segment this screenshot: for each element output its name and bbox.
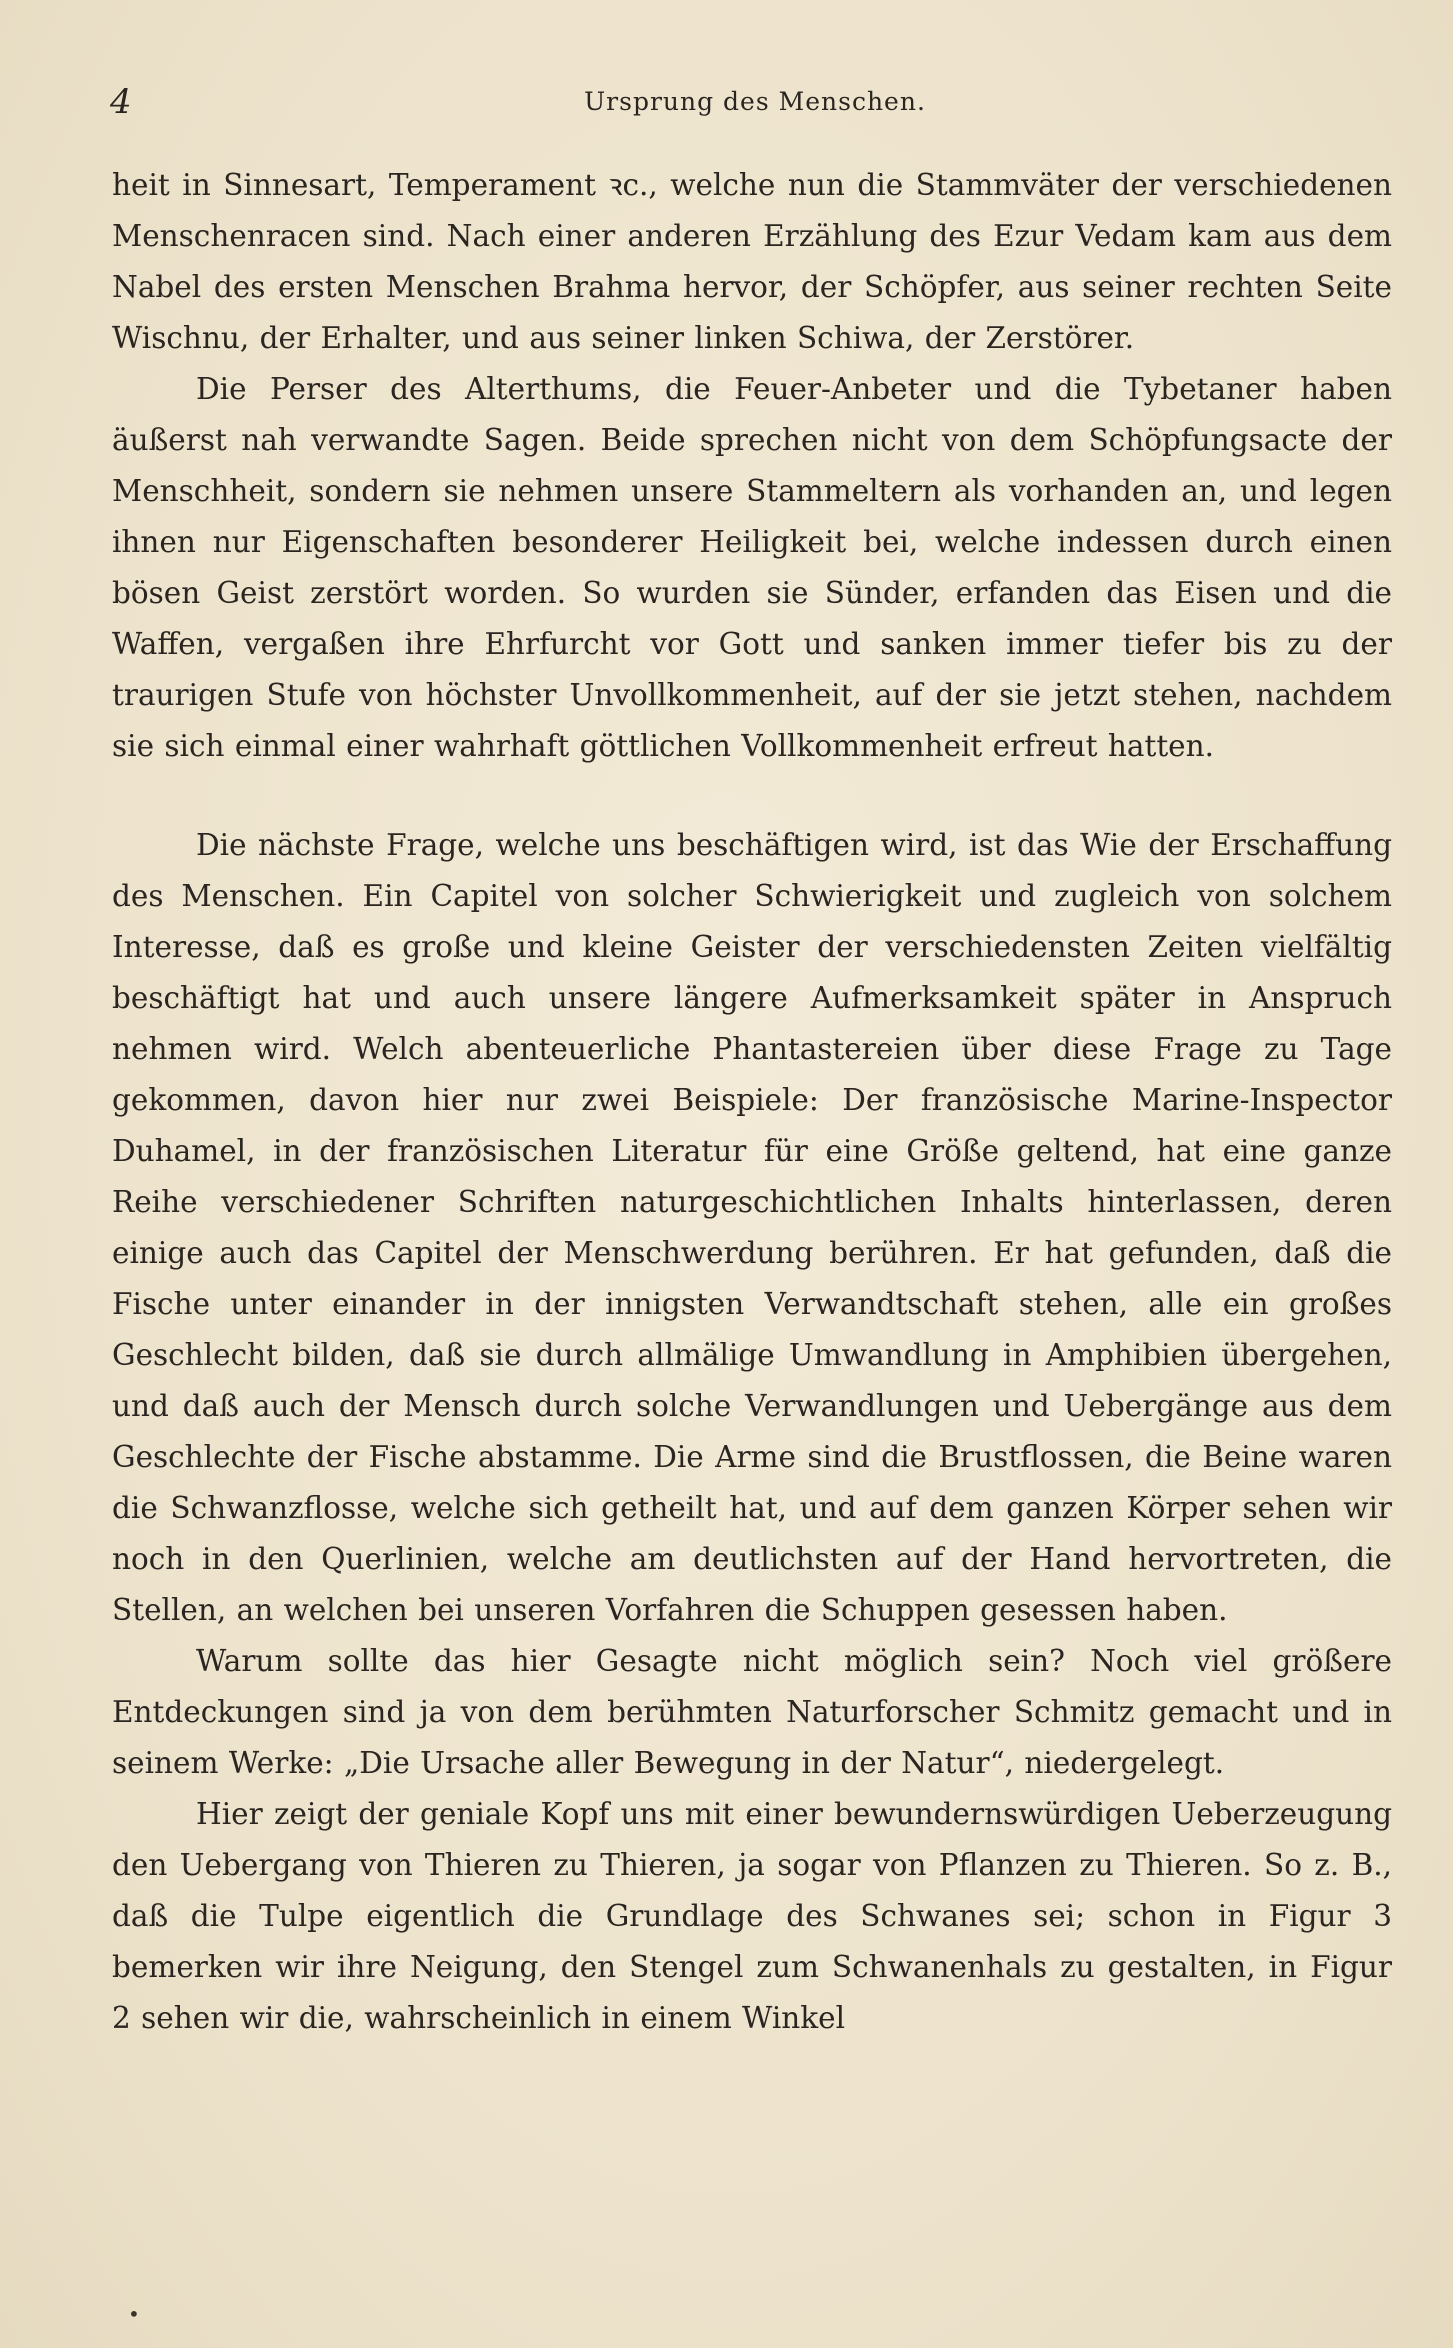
- body-text: [112, 160, 1392, 2044]
- page-number: 4: [110, 82, 132, 122]
- page-header: [110, 82, 1400, 122]
- paragraph-5: Hier zeigt der geniale Kopf uns mit einer bewundernswürdigen Ueberzeugung den Uebergang von Thieren zu Thieren, ja sogar von Pflanzen zu Thieren. So z. B., daß die Tulpe eigentlich die Grundlage des Schwanes sei; schon in Figur 3 bemerken wir ihre Neigung, den Stengel zum Schwanenhals zu gestalten, in Figur 2 sehen wir die, wahrscheinlich in einem Winkel: [112, 1797, 1392, 2035]
- paragraph-1: heit in Sinnesart, Temperament ꝛc., welche nun die Stammväter der verschiedenen Menschenracen sind. Nach einer anderen Erzählung des Ezur Vedam kam aus dem Nabel des ersten Menschen Brahma hervor, der Schöpfer, aus seiner rechten Seite Wischnu, der Erhalter, und aus seiner linken Schiwa, der Zerstörer.: [112, 168, 1392, 355]
- paragraph-3: Die nächste Frage, welche uns beschäftigen wird, ist das Wie der Erschaffung des Menschen. Ein Capitel von solcher Schwierigkeit und zugleich von solchem Interesse, daß es große und kleine Geister der verschiedensten Zeiten vielfältig beschäftigt hat und auch unsere längere Aufmerksamkeit später in Anspruch nehmen wird. Welch abenteuerliche Phantastereien über diese Frage zu Tage gekommen, davon hier nur zwei Beispiele: Der französische Marine-Inspector Duhamel, in der französischen Literatur für eine Größe geltend, hat eine ganze Reihe verschiedener Schriften naturgeschichtlichen Inhalts hinterlassen, deren einige auch das Capitel der Menschwerdung berühren. Er hat gefunden, daß die Fische unter einander in der innigsten Verwandtschaft stehen, alle ein großes Geschlecht bilden, daß sie durch allmälige Umwandlung in Amphibien übergehen, und daß auch der Mensch durch solche Verwandlungen und Uebergänge aus dem Geschlechte der Fische abstamme. Die Arme sind die Brustflossen, die Beine waren die Schwanzflosse, welche sich getheilt hat, und auf dem ganzen Körper sehen wir noch in den Querlinien, welche am deutlichsten auf der Hand hervortreten, die Stellen, an welchen bei unseren Vorfahren die Schuppen gesessen haben.: [112, 828, 1392, 1627]
- paragraph-4: Warum sollte das hier Gesagte nicht möglich sein? Noch viel größere Entdeckungen sind ja von dem berühmten Naturforscher Schmitz gemacht und in seinem Werke: „Die Ursache aller Bewegung in der Natur“, niedergelegt.: [112, 1644, 1392, 1780]
- paragraph-2: Die Perser des Alterthums, die Feuer-Anbeter und die Tybetaner haben äußerst nah verwandte Sagen. Beide sprechen nicht von dem Schöpfungsacte der Menschheit, sondern sie nehmen unsere Stammeltern als vorhanden an, und legen ihnen nur Eigenschaften besonderer Heiligkeit bei, welche indessen durch einen bösen Geist zerstört worden. So wurden sie Sünder, erfanden das Eisen und die Waffen, vergaßen ihre Ehrfurcht vor Gott und sanken immer tiefer bis zu der traurigen Stufe von höchster Unvollkommenheit, auf der sie jetzt stehen, nachdem sie sich einmal einer wahrhaft göttlichen Vollkommenheit erfreut hatten.: [112, 372, 1392, 763]
- running-head: Ursprung des Menschen.: [584, 87, 926, 116]
- footer-mark: •: [128, 2302, 140, 2326]
